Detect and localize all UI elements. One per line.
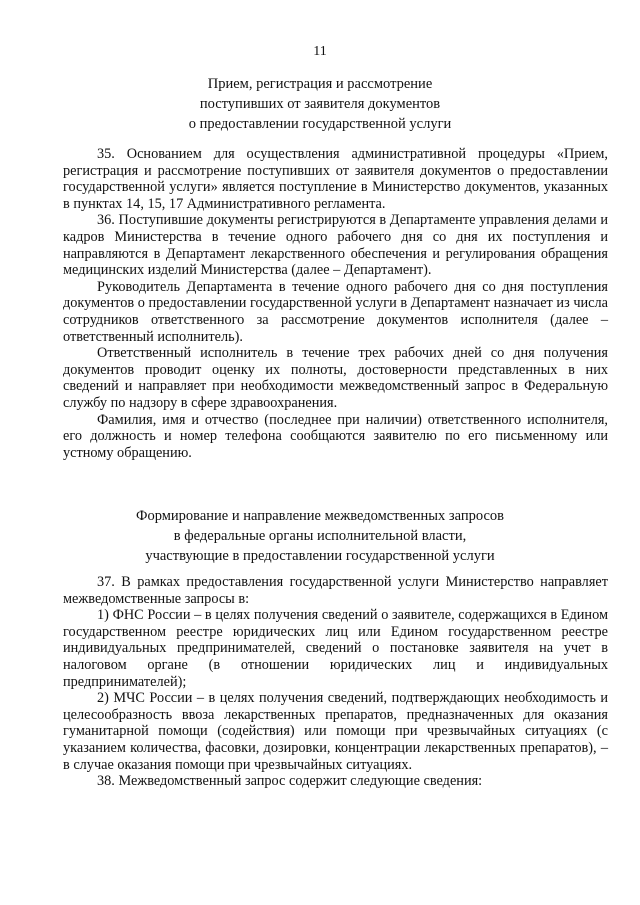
section-title-reception: [40, 74, 600, 134]
page-number: 11: [313, 44, 327, 59]
paragraph-37: 37. В рамках предоставления государственной услуги Министерство направляет межведомственные запросы в:: [63, 574, 608, 607]
title-line: Прием, регистрация и рассмотрение: [207, 76, 433, 92]
paragraph-37-item-2: 2) МЧС России – в целях получения сведений, подтверждающих необходимость и целесообразность ввоза лекарственных препаратов, предназначенных для оказания гуманитарной помощи (содействия) или помощи при чрезвычайных ситуациях (с указанием количества, фасовки, дозировки, концентрации лекарственных препаратов), – в случае оказания помощи при чрезвычайных ситуациях.: [63, 690, 608, 773]
paragraph-35: 35. Основанием для осуществления административной процедуры «Прием, регистрация и рассмотрение поступивших от заявителя документов о предоставлении государственной услуги» является поступление в Министерство документов, указанных в пунктах 14, 15, 17 Административного регламента.: [63, 146, 608, 212]
section-body-reception: [63, 146, 608, 461]
title-line: поступивших от заявителя документов: [199, 96, 441, 112]
section-body-interagency-requests: [63, 574, 608, 790]
paragraph-executor-details: Фамилия, имя и отчество (последнее при наличии) ответственного исполнителя, его должность и номер телефона сообщаются заявителю по его письменному или устному обращению.: [63, 411, 608, 461]
paragraph-responsible-executor: Ответственный исполнитель в течение трех рабочих дней со дня получения документов проводит оценку их полноты, достоверности представленных в них сведений и направляет при необходимости межведомственный запрос в Федеральную службу по надзору в сфере здравоохранения.: [63, 345, 608, 411]
title-line: участвующие в предоставлении государственной услуги: [145, 548, 495, 564]
paragraph-38: 38. Межведомственный запрос содержит следующие сведения:: [97, 773, 483, 790]
paragraph-37-item-1: 1) ФНС России – в целях получения сведений о заявителе, содержащихся в Едином государственном реестре юридических лиц или Едином государственном реестре индивидуальных предпринимателей, сведений о постановке заявителя на учет в налоговом органе (в отношении юридических лиц и индивидуальных предпринимателей);: [63, 607, 608, 690]
title-line: о предоставлении государственной услуги: [188, 116, 452, 132]
section-title-interagency-requests: [40, 506, 600, 566]
paragraph-36: 36. Поступившие документы регистрируются в Департаменте управления делами и кадров Министерства в течение одного рабочего дня со дня их поступления и направляются в Департамент лекарственного обеспечения и регулирования обращения медицинских изделий Министерства (далее – Департамент).: [63, 212, 608, 279]
paragraph-head-of-department: Руководитель Департамента в течение одного рабочего дня со дня поступления документов о предоставлении государственной услуги в Департамент назначает из числа сотрудников ответственного за рассмотрение документов исполнителя (далее – ответственный исполнитель).: [63, 278, 608, 345]
title-line: Формирование и направление межведомственных запросов: [136, 508, 504, 524]
title-line: в федеральные органы исполнительной власти,: [173, 528, 467, 544]
